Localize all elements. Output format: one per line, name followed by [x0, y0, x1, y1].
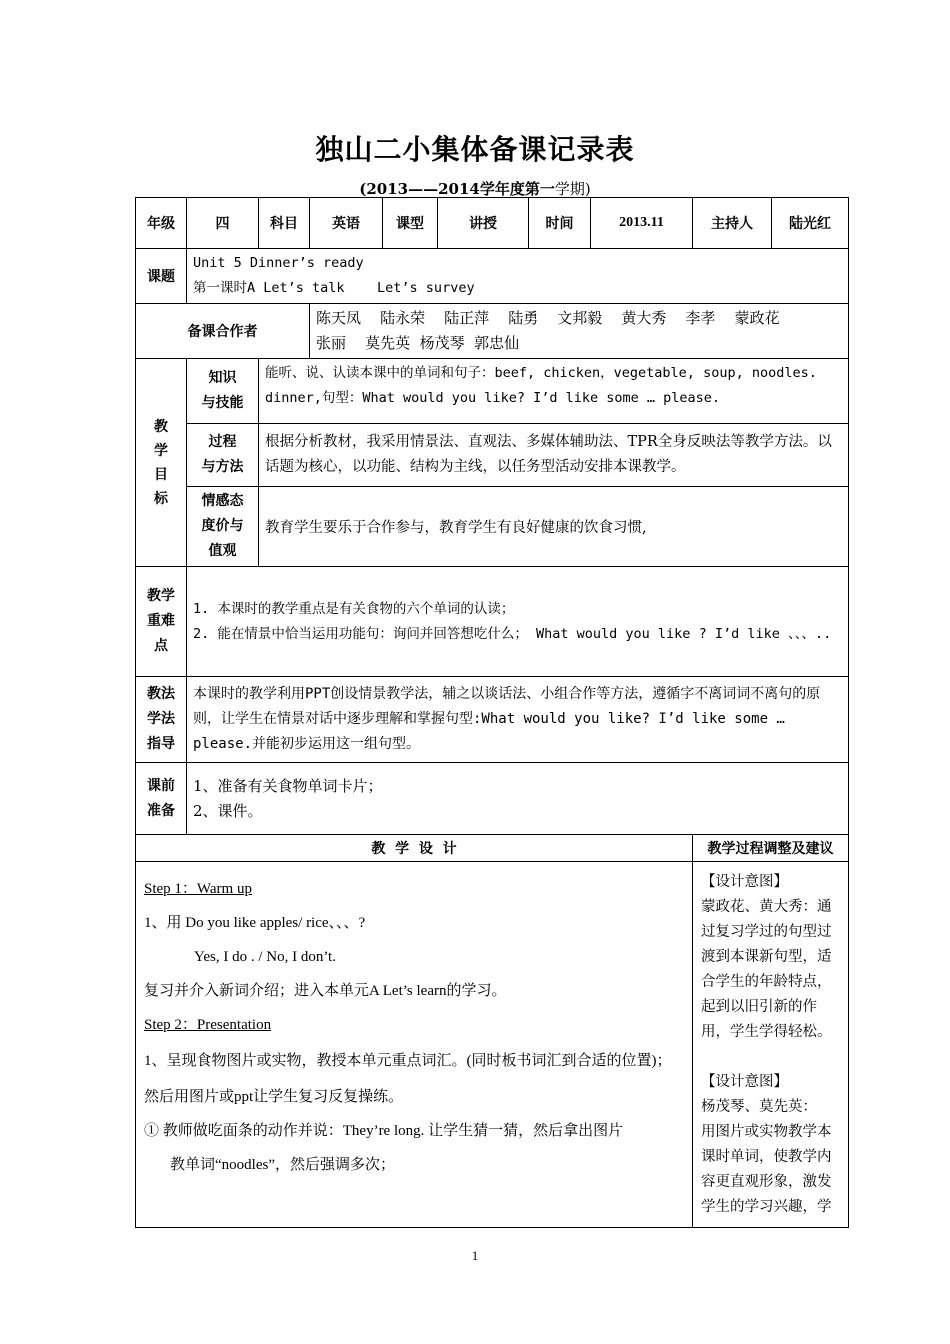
emotion-label-line-3: 值观: [208, 543, 237, 559]
topic-content: [187, 249, 849, 304]
subtitle-tail: 学期): [554, 180, 591, 198]
key-points-label: [136, 567, 187, 677]
design-header: 教 学 设 计: [136, 835, 693, 862]
collaborators-line-2: 张丽 莫先英 杨茂琴 郭忠仙: [316, 334, 520, 352]
topic-label: 课题: [136, 249, 187, 304]
collaborators-line-1: 陈天凤 陆永荣 陆正萍 陆勇 文邦毅 黄大秀 李孝 蒙政花: [316, 309, 780, 327]
type-value: 讲授: [438, 198, 529, 249]
objectives-label-char-3: 目: [154, 466, 168, 483]
step2-line-1: 1、呈现食物图片或实物，教授本单元重点词汇。(同时板书词汇到合适的位置)；: [144, 1053, 672, 1069]
collaborators-row: [136, 304, 849, 359]
page-subtitle: [0, 178, 950, 199]
prep-label: [136, 763, 187, 835]
step2-heading: Step 2：Presentation: [144, 1017, 272, 1033]
objectives-label-char-2: 学: [154, 442, 168, 459]
process-label: [187, 424, 259, 487]
note1-title: 【设计意图】: [701, 874, 788, 890]
knowledge-label: [187, 359, 259, 424]
key-points-label-line-2: 重难: [147, 613, 175, 629]
subject-label: 科目: [259, 198, 310, 249]
objective-emotion-row: [136, 487, 849, 567]
grade-label: 年级: [136, 198, 187, 249]
prep-content: [187, 763, 849, 835]
topic-line-2: 第一课时A Let’s talk Let’s survey: [193, 280, 475, 296]
prep-item-2: 2、课件。: [193, 801, 263, 820]
step1-line-3: 复习并介入新词介绍；进入本单元A Let’s learn的学习。: [144, 983, 507, 999]
step1-line-2: Yes, I do . / No, I don’t.: [194, 949, 336, 965]
step2-line-4: 教单词“noodles”，然后强调多次；: [170, 1157, 395, 1173]
header-row: [136, 198, 849, 249]
objective-knowledge-row: [136, 359, 849, 424]
design-body-row: [136, 862, 849, 1228]
key-points-label-line-3: 点: [154, 638, 168, 654]
page-title: 独山二小集体备课记录表: [315, 133, 635, 166]
time-label: 时间: [529, 198, 591, 249]
emotion-label-line-1: 情感态: [201, 493, 244, 509]
prep-label-line-2: 准备: [147, 802, 175, 819]
objective-process-row: [136, 424, 849, 487]
collaborators-content: [310, 304, 849, 359]
prep-label-line-1: 课前: [147, 777, 175, 794]
adjustment-header: 教学过程调整及建议: [693, 835, 849, 862]
key-point-1: 1. 本课时的教学重点是有关食物的六个单词的认读；: [193, 600, 515, 617]
subtitle-main: (2013——2014学年度第一: [359, 180, 555, 198]
topic-line-1: Unit 5 Dinner’s ready: [193, 255, 364, 271]
note2-text: 用图片或实物教学本课时单词，使教学内容更直观形象，激发学生的学习兴趣，学: [701, 1124, 832, 1215]
collaborators-label: 备课合作者: [136, 304, 310, 359]
page-number: 1: [471, 1248, 479, 1263]
host-value: 陆光红: [772, 198, 849, 249]
step1-line-1: 1、用 Do you like apples/ rice、、、?: [144, 915, 366, 931]
prep-item-1: 1、准备有关食物单词卡片；: [193, 776, 383, 795]
method-label: [136, 677, 187, 763]
process-text: 根据分析教材，我采用情景法、直观法、多媒体辅助法、TPR全身反映法等教学方法。以话题为核心，以功能、结构为主线，以任务型活动安排本课教学。: [259, 424, 849, 487]
design-header-row: [136, 835, 849, 862]
emotion-label: [187, 487, 259, 567]
subject-value: 英语: [310, 198, 383, 249]
knowledge-label-line-1: 知识: [208, 370, 237, 386]
method-label-line-2: 学法: [147, 711, 175, 727]
method-label-line-3: 指导: [147, 736, 175, 752]
objectives-label: [136, 359, 187, 567]
process-label-line-2: 与方法: [201, 459, 244, 475]
note2-author: 杨茂琴、莫先英：: [701, 1099, 817, 1115]
method-row: [136, 677, 849, 763]
step2-line-2: 然后用图片或ppt让学生复习反复操练。: [144, 1089, 404, 1105]
note1-text: 蒙政花、黄大秀：通过复习学过的句型过渡到本课新句型，适合学生的年龄特点，起到以旧引新的作用，学生学得轻松。: [701, 899, 832, 1040]
knowledge-text: 能听、说、认读本课中的单词和句子：beef, chicken，vegetable, soup, noodles. dinner,句型：What would you like? I’d like some … please.: [259, 359, 849, 424]
key-points-content: [187, 567, 849, 677]
method-label-line-1: 教法: [147, 686, 175, 702]
grade-value: 四: [187, 198, 259, 249]
time-value: 2013.11: [591, 198, 693, 249]
emotion-text: 教育学生要乐于合作参与，教育学生有良好健康的饮食习惯,: [259, 487, 849, 567]
knowledge-label-line-2: 与技能: [201, 395, 244, 411]
objectives-label-char-4: 标: [154, 490, 168, 507]
topic-row: [136, 249, 849, 304]
lesson-plan-table: [135, 197, 849, 1228]
process-label-line-1: 过程: [208, 434, 237, 450]
objectives-label-char-1: 教: [154, 418, 168, 435]
step1-heading: Step 1：Warm up: [144, 881, 252, 897]
prep-row: [136, 763, 849, 835]
step2-line-3: ① 教师做吃面条的动作并说：They’re long. 让学生猜一猜，然后拿出图片: [144, 1123, 624, 1139]
method-text: 本课时的教学利用PPT创设情景教学法，辅之以谈话法、小组合作等方法，遵循字不离词词不离句的原则，让学生在情景对话中逐步理解和掌握句型:What would you like? I’d like some … please.并能初步运用这一组句型。: [187, 677, 849, 763]
note2-title: 【设计意图】: [701, 1074, 788, 1090]
adjustment-body: [693, 862, 849, 1228]
key-points-row: [136, 567, 849, 677]
type-label: 课型: [383, 198, 438, 249]
design-body: [136, 862, 693, 1228]
key-points-label-line-1: 教学: [147, 588, 175, 604]
emotion-label-line-2: 度价与: [201, 518, 244, 534]
host-label: 主持人: [693, 198, 772, 249]
key-point-2: 2. 能在情景中恰当运用功能句：询问并回答想吃什么； What would you like ? I’d like 、、、..: [193, 625, 832, 642]
